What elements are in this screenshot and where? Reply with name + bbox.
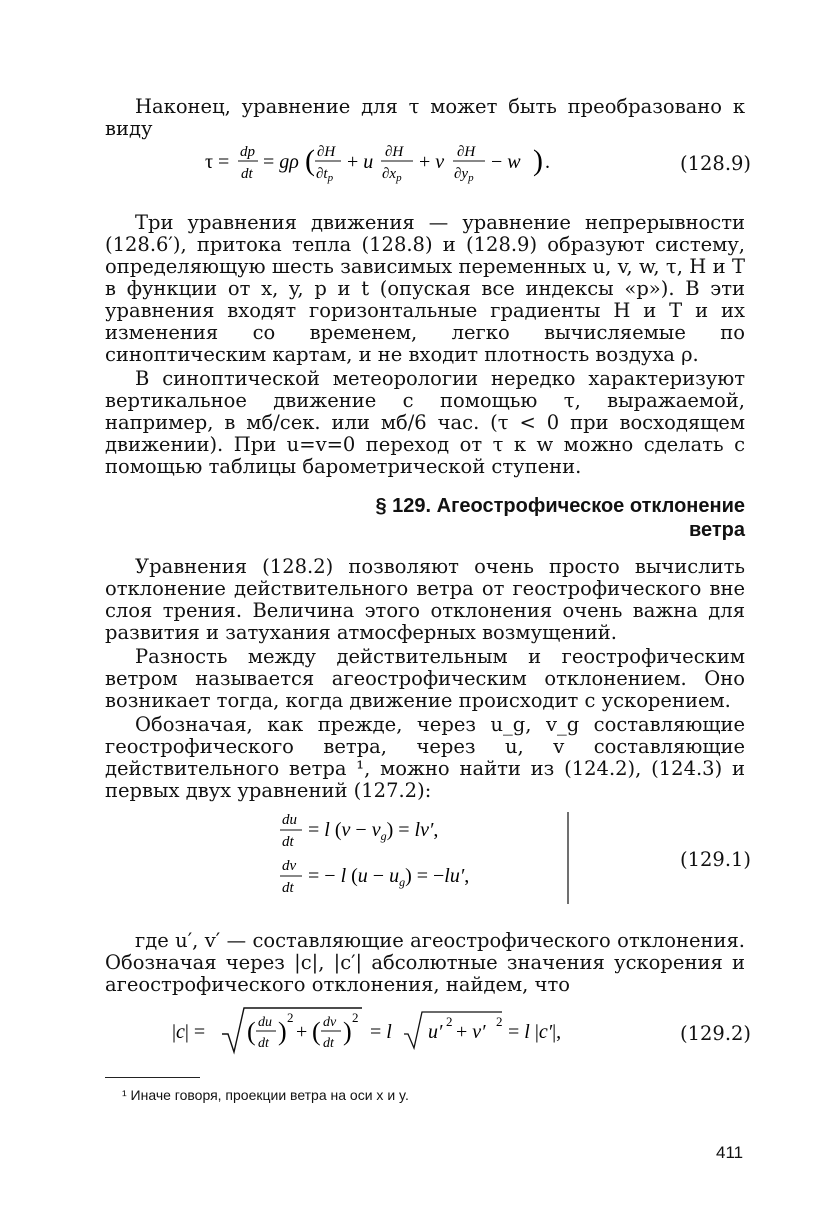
svg-text:dv: dv xyxy=(282,858,297,874)
svg-text:dp: dp xyxy=(240,144,255,160)
svg-text:): ) xyxy=(533,144,543,177)
svg-text:= l: = l xyxy=(370,1021,392,1043)
svg-text:= − l (u − ug) = −lu′,: = − l $(u - u_g) = -lu'$, xyxy=(308,865,470,889)
svg-text:∂H: ∂H xyxy=(385,144,404,160)
equation-128-9-render xyxy=(205,138,675,186)
svg-text:.: . xyxy=(545,151,550,173)
svg-text:): ) xyxy=(278,1017,287,1046)
svg-text:2: 2 xyxy=(496,1014,503,1029)
paragraph-2: В синоптической метеорологии нередко характеризуют вертикальное движение с помощью τ, выражаемой, например, в мб/сек. или мб/6 час. (τ < 0 при восходящем движении). При u=v=0 переход от τ к w можно сделать с помощью таблицы барометрической ступени. xyxy=(105,367,745,478)
svg-text:+ u: + u xyxy=(347,151,374,173)
section-heading-line-2: ветра xyxy=(688,519,745,541)
svg-text:= gρ: = gρ xyxy=(263,151,299,173)
svg-text:): ) xyxy=(343,1017,352,1046)
svg-text:dv: dv xyxy=(323,1015,337,1030)
svg-text:∂H: ∂H xyxy=(317,144,336,160)
equation-129-1-render xyxy=(280,808,580,908)
svg-text:2: 2 xyxy=(352,1010,359,1025)
svg-text:dt: dt xyxy=(282,834,294,850)
footnote-rule xyxy=(105,1077,200,1078)
svg-text:∂tp: $\partial t_p$ xyxy=(316,166,334,184)
paragraph-3: Уравнения (128.2) позволяют очень просто вычислить отклонение действительного ветра от геострофического вне слоя трения. Величина этого отклонения очень важна для развития и затухания атмосферных возмущений. xyxy=(105,555,745,644)
svg-text:2: 2 xyxy=(287,1010,294,1025)
svg-text:+ v′: + v′ xyxy=(456,1021,486,1043)
svg-text:2: 2 xyxy=(446,1014,453,1029)
svg-text:|c| =: |c| = xyxy=(172,1021,206,1043)
svg-text:− w: − w xyxy=(491,151,521,173)
paragraph-5: Обозначая, как прежде, через u_g, v_g составляющие геострофического ветра, через u, v составляющие действительного ветра ¹, можно найти из (124.2), (124.3) и первых двух уравнений (127.2): xyxy=(105,713,745,802)
svg-text:du: du xyxy=(258,1015,272,1030)
equation-129-2 xyxy=(172,1004,672,1064)
svg-text:(: ( xyxy=(305,144,315,177)
footnote: ¹ Иначе говоря, проекции ветра на оси x и y. xyxy=(122,1087,409,1103)
svg-text:∂H: ∂H xyxy=(457,144,476,160)
svg-text:du: du xyxy=(282,812,297,828)
svg-text:= l (v − vg) = lv′,: = l $(v - v_g) = lv'$, xyxy=(308,819,439,843)
equation-129-2-render xyxy=(172,1004,672,1058)
equation-129-2-number: (129.2) xyxy=(680,1022,752,1045)
equation-128-9 xyxy=(205,138,675,192)
equation-129-1-number: (129.1) xyxy=(680,848,752,871)
svg-text:= l |c′|,: = l |c′|, xyxy=(508,1021,562,1043)
paragraph-4: Разность между действительным и геострофическим ветром называется агеострофическим отклонением. Оно возникает тогда, когда движение происходит с ускорением. xyxy=(105,645,745,712)
svg-text:dt: dt xyxy=(258,1036,269,1051)
svg-text:+: + xyxy=(296,1021,308,1043)
intro-text: Наконец, уравнение для τ может быть преобразовано к виду xyxy=(105,95,745,140)
page-number: 411 xyxy=(716,1143,744,1162)
svg-text:∂yp: $\partial y_p$ xyxy=(454,166,474,184)
paragraph-1: Три уравнения движения — уравнение непрерывности (128.6′), притока тепла (128.8) и (128.9) образуют систему, определяющую шесть зависимых переменных u, v, w, τ, H и T в функции от x, y, p и t (опуская все индексы «p»). В эти уравнения входят горизонтальные градиенты H и T и их изменения со временем, легко вычисляемые по синоптическим картам, и не входит плотность воздуха ρ. xyxy=(105,211,745,366)
svg-text:u′: u′ xyxy=(428,1021,443,1043)
svg-text:dt: dt xyxy=(323,1036,334,1051)
svg-text:τ =: τ = xyxy=(205,151,230,173)
svg-text:(: ( xyxy=(247,1017,256,1046)
svg-text:∂xp: $\partial x_p$ xyxy=(382,166,402,184)
equation-129-1 xyxy=(280,808,580,914)
svg-text:dt: dt xyxy=(282,880,294,896)
equation-128-9-number: (128.9) xyxy=(680,152,752,175)
svg-text:+ v: + v xyxy=(419,151,445,173)
svg-text:(: ( xyxy=(312,1017,321,1046)
section-heading xyxy=(375,494,745,542)
section-heading-line-1: § 129. Агеострофическое отклонение xyxy=(375,495,745,517)
paragraph-6: где u′, v′ — составляющие агеострофического отклонения. Обозначая через |c|, |c′| абсолютные значения ускорения и агеострофического отклонения, найдем, что xyxy=(105,929,745,996)
svg-text:dt: dt xyxy=(241,166,253,182)
